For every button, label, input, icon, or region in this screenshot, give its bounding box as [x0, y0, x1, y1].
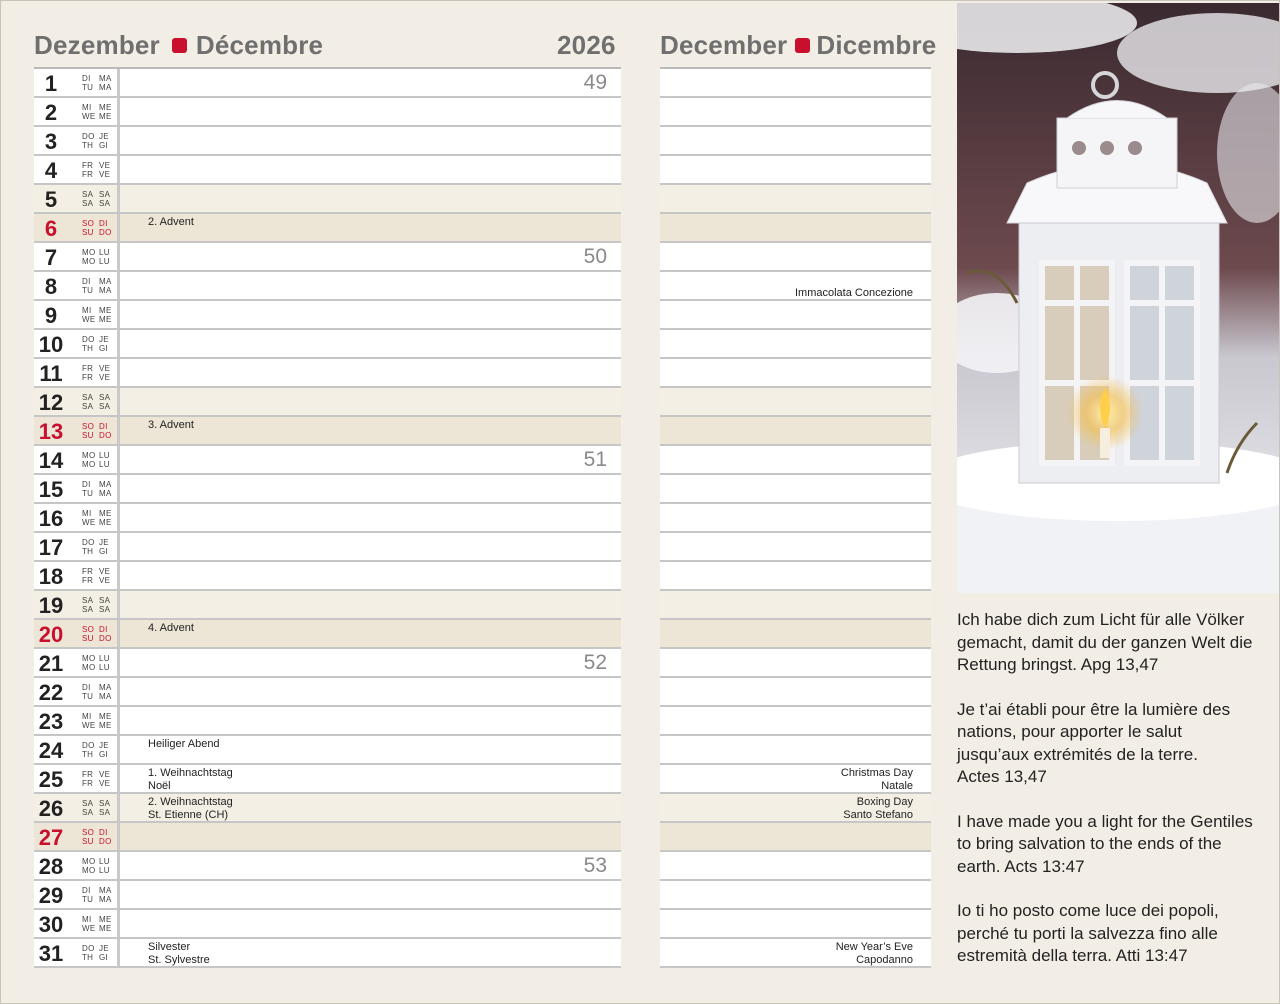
weekday-abbr-de-en: DI TU [82, 480, 94, 498]
day-entry-left: 2. Advent [148, 216, 194, 228]
weekday-abbr-de-en: FR FR [82, 161, 94, 179]
day-label-cell [34, 678, 120, 705]
day-row-right[interactable] [660, 214, 931, 243]
week-number: 52 [583, 651, 607, 674]
day-row-right[interactable] [660, 649, 931, 678]
month-name-de: Dezember [34, 29, 160, 60]
weekday-abbr-fr-it: LU LU [99, 451, 110, 469]
day-label-cell [34, 707, 120, 734]
year-text: 2026 [557, 29, 616, 60]
day-row-right[interactable] [660, 910, 931, 939]
day-row[interactable] [34, 649, 621, 678]
weekday-abbr-fr-it: MA MA [99, 74, 112, 92]
weekday-abbr-de-en: SA SA [82, 190, 94, 208]
day-row[interactable] [34, 185, 621, 214]
weekday-abbr-de-en: MO MO [82, 451, 96, 469]
weekday-abbr-de-en: MO MO [82, 857, 96, 875]
day-row-right[interactable] [660, 156, 931, 185]
day-entry-left: 4. Advent [148, 622, 194, 634]
weekday-abbr-fr-it: DI DO [99, 625, 112, 643]
day-entry-right: Christmas Day Natale [840, 767, 913, 792]
weekday-abbr-de-en: DI TU [82, 277, 94, 295]
weekday-abbr-de-en: DI TU [82, 74, 94, 92]
day-number: 7 [44, 245, 58, 270]
day-number: 10 [38, 332, 64, 357]
weekday-abbr-fr-it: VE VE [99, 161, 111, 179]
weekday-abbr-fr-it: ME ME [99, 103, 112, 121]
quote-it: Io ti ho posto come luce dei popoli, perché tu porti la salvezza fino alle estremità della terra. Atti 13:47 [957, 901, 1219, 965]
day-row[interactable] [34, 591, 621, 620]
weekday-abbr-de-en: SO SU [82, 828, 95, 846]
day-row-right[interactable] [660, 301, 931, 330]
day-number: 21 [38, 651, 64, 676]
day-number: 25 [38, 767, 64, 792]
day-number: 17 [38, 535, 64, 560]
day-label-cell [34, 910, 120, 937]
red-square-icon [795, 38, 810, 53]
day-row-right[interactable] [660, 272, 931, 301]
weekday-abbr-fr-it: SA SA [99, 596, 111, 614]
weekday-abbr-de-en: DI TU [82, 886, 94, 904]
weekday-abbr-de-en: DO TH [82, 538, 95, 556]
weekday-abbr-de-en: FR FR [82, 567, 94, 585]
weekday-abbr-de-en: DO TH [82, 335, 95, 353]
weekday-abbr-fr-it: ME ME [99, 509, 112, 527]
day-row[interactable] [34, 504, 621, 533]
weekday-abbr-de-en: FR FR [82, 770, 94, 788]
day-row-right[interactable] [660, 69, 931, 98]
day-row-right[interactable] [660, 475, 931, 504]
weekday-abbr-fr-it: MA MA [99, 886, 112, 904]
month-name-en: December [660, 29, 788, 60]
day-row[interactable] [34, 214, 621, 243]
day-row-right[interactable] [660, 939, 931, 968]
day-number: 16 [38, 506, 64, 531]
month-name-it: Dicembre [816, 29, 937, 60]
weekday-abbr-fr-it: JE GI [99, 335, 109, 353]
day-number: 13 [38, 419, 64, 444]
day-row-right[interactable] [660, 736, 931, 765]
day-number: 22 [38, 680, 64, 705]
weekday-abbr-fr-it: ME ME [99, 712, 112, 730]
day-entry-right: New Year’s Eve Capodanno [835, 941, 913, 966]
day-row[interactable] [34, 736, 621, 765]
day-row-right[interactable] [660, 765, 931, 794]
weekday-abbr-de-en: FR FR [82, 364, 94, 382]
day-label-cell [34, 533, 120, 560]
day-label-cell [34, 765, 120, 792]
day-label-cell [34, 156, 120, 183]
day-row[interactable] [34, 359, 621, 388]
day-label-cell [34, 620, 120, 647]
day-row[interactable] [34, 330, 621, 359]
lantern-photo [957, 3, 1279, 593]
day-row[interactable] [34, 69, 621, 98]
weekday-abbr-fr-it: MA MA [99, 480, 112, 498]
week-number: 49 [583, 71, 607, 94]
day-entry-left: Heiliger Abend [148, 738, 220, 750]
day-label-cell [34, 446, 120, 473]
weekday-abbr-fr-it: JE GI [99, 944, 109, 962]
weekday-abbr-de-en: DO TH [82, 132, 95, 150]
day-entry-left: Silvester St. Sylvestre [148, 941, 210, 966]
quote-de: Ich habe dich zum Licht für alle Völker gemacht, damit du der ganzen Welt die Rettung bringst. Apg 13,47 [957, 610, 1253, 674]
day-label-cell [34, 69, 120, 96]
day-label-cell [34, 272, 120, 299]
day-row[interactable] [34, 852, 621, 881]
month-header-right [660, 29, 936, 61]
day-label-cell [34, 852, 120, 879]
day-row[interactable] [34, 417, 621, 446]
day-label-cell [34, 243, 120, 270]
weekday-abbr-de-en: DO TH [82, 741, 95, 759]
day-number: 26 [38, 796, 64, 821]
day-row-right[interactable] [660, 127, 931, 156]
weekday-abbr-fr-it: LU LU [99, 248, 110, 266]
day-entry-right: Immacolata Concezione [794, 286, 913, 299]
month-name-fr: Décembre [195, 29, 324, 60]
day-row[interactable] [34, 620, 621, 649]
day-label-cell [34, 736, 120, 763]
weekday-abbr-fr-it: VE VE [99, 770, 111, 788]
day-row[interactable] [34, 939, 621, 968]
weekday-abbr-fr-it: MA MA [99, 277, 112, 295]
day-label-cell [34, 881, 120, 908]
day-label-cell [34, 504, 120, 531]
week-number: 53 [583, 854, 607, 877]
day-row[interactable] [34, 823, 621, 852]
day-number: 12 [38, 390, 64, 415]
weekday-abbr-de-en: SO SU [82, 422, 95, 440]
day-row[interactable] [34, 881, 621, 910]
day-number: 4 [44, 158, 58, 183]
weekday-abbr-fr-it: VE VE [99, 364, 111, 382]
day-label-cell [34, 649, 120, 676]
day-row-right[interactable] [660, 852, 931, 881]
day-row-right[interactable] [660, 330, 931, 359]
weekday-abbr-fr-it: JE GI [99, 538, 109, 556]
day-row-right[interactable] [660, 417, 931, 446]
day-row[interactable] [34, 388, 621, 417]
weekday-abbr-de-en: SA SA [82, 393, 94, 411]
day-row[interactable] [34, 794, 621, 823]
day-label-cell [34, 127, 120, 154]
day-row-right[interactable] [660, 446, 931, 475]
weekday-abbr-fr-it: LU LU [99, 654, 110, 672]
day-label-cell [34, 562, 120, 589]
day-number: 3 [44, 129, 58, 154]
day-number: 27 [38, 825, 64, 850]
day-number: 2 [44, 100, 58, 125]
day-row-right[interactable] [660, 881, 931, 910]
day-row[interactable] [34, 446, 621, 475]
day-row[interactable] [34, 127, 621, 156]
day-number: 31 [38, 941, 64, 966]
day-number: 6 [44, 216, 58, 241]
day-label-cell [34, 98, 120, 125]
day-row[interactable] [34, 98, 621, 127]
day-label-cell [34, 330, 120, 357]
day-label-cell [34, 214, 120, 241]
weekday-abbr-fr-it: DI DO [99, 219, 112, 237]
weekday-abbr-de-en: MI WE [82, 103, 96, 121]
day-row-right[interactable] [660, 359, 931, 388]
day-row-right[interactable] [660, 185, 931, 214]
day-number: 9 [44, 303, 58, 328]
quote-fr: Je t’ai établi pour être la lumière des nations, pour apporter le salut jusqu’aux extrémités de la terre. Actes 13,47 [957, 699, 1231, 786]
day-number: 14 [38, 448, 64, 473]
snow-lantern-image [957, 3, 1279, 593]
day-number: 18 [38, 564, 64, 589]
day-number: 28 [38, 854, 64, 879]
weekday-abbr-fr-it: LU LU [99, 857, 110, 875]
day-row-right[interactable] [660, 794, 931, 823]
day-label-cell [34, 388, 120, 415]
day-row[interactable] [34, 272, 621, 301]
weekday-abbr-de-en: DO TH [82, 944, 95, 962]
day-entry-left: 2. Weihnachtstag St. Etienne (CH) [148, 796, 233, 821]
day-row-right[interactable] [660, 388, 931, 417]
day-label-cell [34, 185, 120, 212]
day-row[interactable] [34, 910, 621, 939]
day-number: 23 [38, 709, 64, 734]
weekday-abbr-de-en: SA SA [82, 596, 94, 614]
week-number: 51 [583, 448, 607, 471]
day-label-cell [34, 301, 120, 328]
day-number: 19 [38, 593, 64, 618]
day-row-right[interactable] [660, 533, 931, 562]
weekday-abbr-fr-it: SA SA [99, 799, 111, 817]
weekday-abbr-de-en: SO SU [82, 219, 95, 237]
day-number: 15 [38, 477, 64, 502]
day-row[interactable] [34, 156, 621, 185]
day-entry-left: 1. Weihnachtstag Noël [148, 767, 233, 792]
day-number: 30 [38, 912, 64, 937]
left-day-grid [34, 67, 621, 968]
day-label-cell [34, 591, 120, 618]
weekday-abbr-de-en: MO MO [82, 654, 96, 672]
day-label-cell [34, 939, 120, 966]
bible-quotes [957, 609, 1257, 990]
day-row-right[interactable] [660, 620, 931, 649]
day-label-cell [34, 417, 120, 444]
day-row-right[interactable] [660, 243, 931, 272]
weekday-abbr-fr-it: MA MA [99, 683, 112, 701]
day-number: 1 [44, 71, 58, 96]
day-entry-right: Boxing Day Santo Stefano [843, 796, 913, 821]
weekday-abbr-fr-it: ME ME [99, 306, 112, 324]
day-row-right[interactable] [660, 591, 931, 620]
weekday-abbr-fr-it: VE VE [99, 567, 111, 585]
day-row[interactable] [34, 562, 621, 591]
red-square-icon [172, 38, 187, 53]
day-number: 29 [38, 883, 64, 908]
day-row[interactable] [34, 301, 621, 330]
week-number: 50 [583, 245, 607, 268]
day-number: 5 [44, 187, 58, 212]
weekday-abbr-fr-it: JE GI [99, 132, 109, 150]
day-number: 20 [38, 622, 64, 647]
weekday-abbr-fr-it: ME ME [99, 915, 112, 933]
day-label-cell [34, 359, 120, 386]
weekday-abbr-de-en: MO MO [82, 248, 96, 266]
day-row-right[interactable] [660, 562, 931, 591]
day-number: 11 [39, 361, 63, 386]
day-row-right[interactable] [660, 823, 931, 852]
weekday-abbr-de-en: MI WE [82, 509, 96, 527]
weekday-abbr-de-en: SA SA [82, 799, 94, 817]
day-row[interactable] [34, 678, 621, 707]
day-label-cell [34, 794, 120, 821]
day-row[interactable] [34, 765, 621, 794]
year-label [557, 29, 617, 61]
day-number: 8 [44, 274, 58, 299]
day-row-right[interactable] [660, 504, 931, 533]
day-row[interactable] [34, 243, 621, 272]
day-row[interactable] [34, 475, 621, 504]
quote-en: I have made you a light for the Gentiles to bring salvation to the ends of the earth. Acts 13:47 [957, 811, 1253, 876]
day-number: 24 [38, 738, 64, 763]
weekday-abbr-fr-it: SA SA [99, 393, 111, 411]
weekday-abbr-de-en: MI WE [82, 712, 96, 730]
day-row[interactable] [34, 533, 621, 562]
weekday-abbr-de-en: MI WE [82, 306, 96, 324]
right-day-grid [660, 67, 931, 968]
weekday-abbr-de-en: MI WE [82, 915, 96, 933]
weekday-abbr-fr-it: JE GI [99, 741, 109, 759]
day-label-cell [34, 823, 120, 850]
weekday-abbr-fr-it: SA SA [99, 190, 111, 208]
day-row-right[interactable] [660, 707, 931, 736]
weekday-abbr-fr-it: DI DO [99, 828, 112, 846]
weekday-abbr-de-en: SO SU [82, 625, 95, 643]
day-row[interactable] [34, 707, 621, 736]
weekday-abbr-de-en: DI TU [82, 683, 94, 701]
day-row-right[interactable] [660, 98, 931, 127]
month-header-left [34, 29, 323, 61]
day-label-cell [34, 475, 120, 502]
weekday-abbr-fr-it: DI DO [99, 422, 112, 440]
day-row-right[interactable] [660, 678, 931, 707]
day-entry-left: 3. Advent [148, 419, 194, 431]
